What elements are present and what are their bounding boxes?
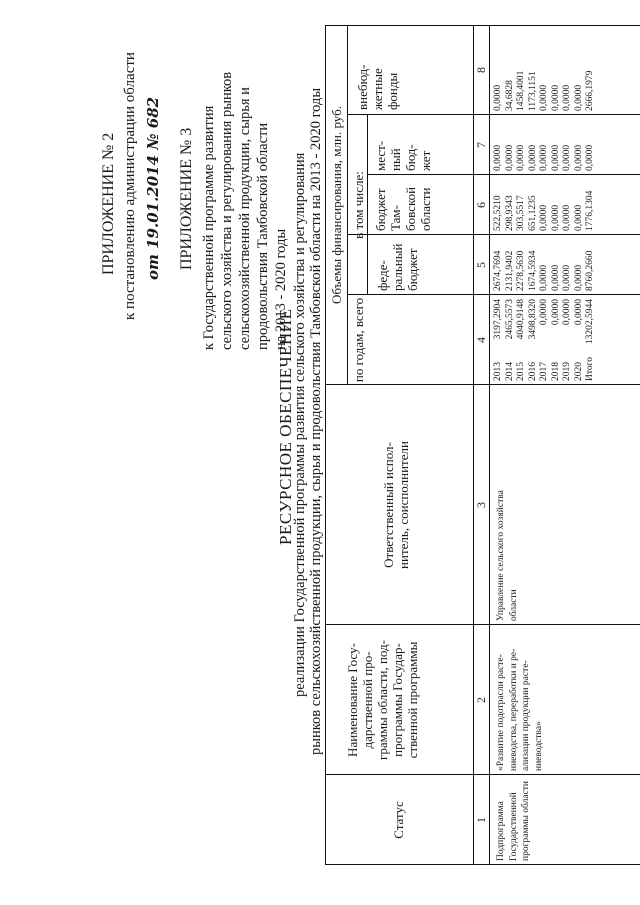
header-local-line: мест- (373, 140, 388, 171)
extra-cell: 0,0000 (573, 84, 584, 111)
appendix-3-line: сельскохозяйственной продукции, сырья и (237, 87, 253, 350)
regional-cell: 298,9343 (504, 195, 515, 231)
col-number: 8 (474, 67, 488, 73)
federal-cell: 8760,2660 (585, 250, 595, 291)
year-cell: 2020 (573, 362, 584, 381)
total-cell: 0,0000 (562, 299, 572, 326)
total-cell: 0,0000 (573, 299, 584, 326)
header-name-line: дарственной про- (360, 651, 375, 749)
header-responsible (381, 387, 411, 623)
header-extra (355, 28, 400, 110)
regional-cell: 0,0000 (562, 204, 572, 231)
header-local (373, 117, 433, 171)
row-name-line: ниеводства» (533, 721, 544, 771)
year-cell: Итого (585, 356, 595, 381)
header-extra-line: внебюд- (355, 64, 370, 110)
federal-cell: 0,0000 (550, 264, 561, 291)
total-cell: 3498,8320 (527, 299, 538, 340)
handwritten-date-number: от 19.01.2014 № 682 (144, 96, 162, 280)
header-local-line: бюд- (403, 144, 418, 171)
header-extra-line: жетные (370, 68, 385, 110)
federal-cell: 2278,5630 (516, 250, 526, 291)
extra-cell: 34,6828 (504, 80, 515, 111)
regional-cell: 651,1235 (527, 195, 538, 231)
extra-cell: 1173,1151 (527, 71, 538, 111)
header-federal-line: феде- (375, 260, 390, 291)
column-regional (493, 191, 597, 231)
row-subprogram-name (495, 649, 545, 771)
total-cell: 3197,2904 (493, 299, 503, 340)
year-cell: 2019 (562, 362, 572, 381)
column-federal (493, 251, 597, 291)
federal-cell: 0,0000 (573, 264, 584, 291)
row-responsible-line: области (508, 589, 519, 621)
federal-cell: 2674,7694 (493, 250, 503, 291)
header-federal-line: ральный (390, 243, 405, 291)
table-border-top (325, 25, 326, 865)
col-number: 6 (474, 202, 488, 208)
header-local-line: жет (418, 150, 433, 171)
col-number: 2 (474, 697, 488, 703)
federal-cell: 2131,9402 (504, 250, 515, 291)
appendix-3-line: продовольствия Тамбовской области (255, 122, 271, 350)
header-by-years: по годам, всего (351, 297, 366, 383)
column-total (493, 299, 597, 353)
local-cell: 0,0000 (516, 144, 526, 171)
table-rule-colnums (489, 25, 490, 865)
federal-cell: 1674,5934 (527, 250, 538, 291)
year-cell: 2013 (493, 362, 503, 381)
local-cell: 0,0000 (504, 144, 515, 171)
appendix-3-line: сельского хозяйства и регулирования рынков (219, 71, 235, 350)
table-col-divider (347, 234, 640, 235)
extra-cell: 0,0000 (550, 84, 561, 111)
total-cell: 4040,9148 (516, 299, 526, 340)
year-cell: 2017 (539, 362, 549, 381)
total-cell: 2465,5573 (504, 299, 515, 340)
header-name-line: граммы области, под- (375, 639, 390, 761)
appendix-3-title: ПРИЛОЖЕНИЕ № 3 (178, 127, 195, 270)
row-name-line: ализации продукции расте- (521, 660, 531, 771)
header-status: Статус (391, 801, 406, 839)
appendix-3-line: к Государственной программе развития (201, 105, 217, 350)
header-name-line: Наименование Госу- (345, 643, 360, 757)
table-rule-incl (367, 115, 368, 295)
year-cell: 2015 (516, 362, 526, 381)
regional-cell: 522,5210 (493, 195, 503, 231)
table-col-divider (347, 114, 640, 115)
column-local (493, 145, 597, 171)
extra-cell: 2666,1979 (585, 70, 595, 111)
local-cell: 0,0000 (539, 144, 549, 171)
row-status-line: программы области (521, 781, 531, 861)
extra-cell: 0,0000 (562, 84, 572, 111)
header-federal (375, 237, 420, 291)
year-cell: 2014 (504, 362, 515, 381)
header-responsible-line: Ответственный испол- (381, 442, 396, 568)
local-cell: 0,0000 (573, 144, 584, 171)
funding-table (325, 25, 640, 865)
header-name (345, 627, 420, 773)
year-cell: 2016 (527, 362, 538, 381)
total-cell: 0,0000 (550, 299, 561, 326)
row-status-line: Подпрограмма (496, 801, 506, 861)
regional-cell: 0,0000 (550, 204, 561, 231)
year-cell: 2018 (550, 362, 561, 381)
regional-cell: 0,0000 (573, 204, 584, 231)
document-title: РЕСУРСНОЕ ОБЕСПЕЧЕНИЕ (276, 308, 295, 545)
regional-cell: 1776,1304 (585, 190, 595, 231)
header-regional-line: Там- (388, 205, 403, 231)
header-regional-line: области (418, 187, 433, 231)
header-responsible-line: нитель, соисполнители (396, 441, 411, 569)
column-years (493, 357, 597, 381)
header-regional-line: бовской (403, 186, 418, 231)
header-volumes: Объемы финансирования, млн. руб. (329, 106, 344, 304)
table-col-divider (347, 294, 640, 295)
col-number: 1 (474, 817, 488, 823)
row-status (495, 781, 533, 861)
header-federal-line: бюджет (405, 248, 420, 291)
extra-cell: 1458,4001 (516, 70, 526, 111)
col-number: 3 (474, 502, 488, 508)
federal-cell: 0,0000 (539, 264, 549, 291)
col-number: 5 (474, 262, 488, 268)
federal-cell: 0,0000 (562, 264, 572, 291)
local-cell: 0,0000 (550, 144, 561, 171)
row-name-line: ниеводства, переработки и ре- (508, 648, 519, 771)
extra-cell: 0,0000 (493, 84, 503, 111)
local-cell: 0,0000 (493, 144, 503, 171)
total-cell: 0,0000 (539, 299, 549, 326)
table-rule-volumes (347, 25, 348, 385)
local-cell: 0,0000 (562, 144, 572, 171)
column-extra (493, 71, 597, 111)
header-extra-line: фонды (385, 72, 400, 110)
header-regional-line: бюджет (373, 188, 388, 231)
row-responsible-line: Управление сельского хозяйства (496, 490, 506, 621)
regional-cell: 303,5517 (516, 195, 526, 231)
local-cell: 0,0000 (585, 144, 595, 171)
header-name-line: ственной программы (405, 641, 420, 759)
header-regional (373, 177, 433, 231)
extra-cell: 0,0000 (539, 84, 549, 111)
header-local-line: ный (388, 148, 403, 171)
total-cell: 13202,5944 (585, 299, 595, 345)
row-status-line: Государственной (508, 792, 519, 861)
regional-cell: 0,0000 (539, 204, 549, 231)
local-cell: 0,0000 (527, 144, 538, 171)
row-name-line: «Развитие подотрасли расте- (496, 654, 506, 771)
row-responsible (495, 490, 520, 621)
table-col-divider (367, 174, 640, 175)
header-name-line: программы Государ- (390, 643, 405, 757)
appendix-3-line: на 2013 - 2020 годы (273, 228, 289, 350)
col-number: 7 (474, 142, 488, 148)
appendix-2-title: ПРИЛОЖЕНИЕ № 2 (100, 132, 117, 275)
header-incl: в том числе: (351, 171, 366, 239)
col-number: 4 (474, 337, 488, 343)
document-subtitle-line-1: реализации Государственной программы развития сельского хозяйства и регулирования (292, 152, 308, 697)
appendix-2-ref: к постановлению администрации области (122, 52, 138, 320)
document-subtitle-line-2: рынков сельскохозяйственной продукции, сырья и продовольствия Тамбовской области на 2013 - 2020 годы (308, 87, 324, 755)
